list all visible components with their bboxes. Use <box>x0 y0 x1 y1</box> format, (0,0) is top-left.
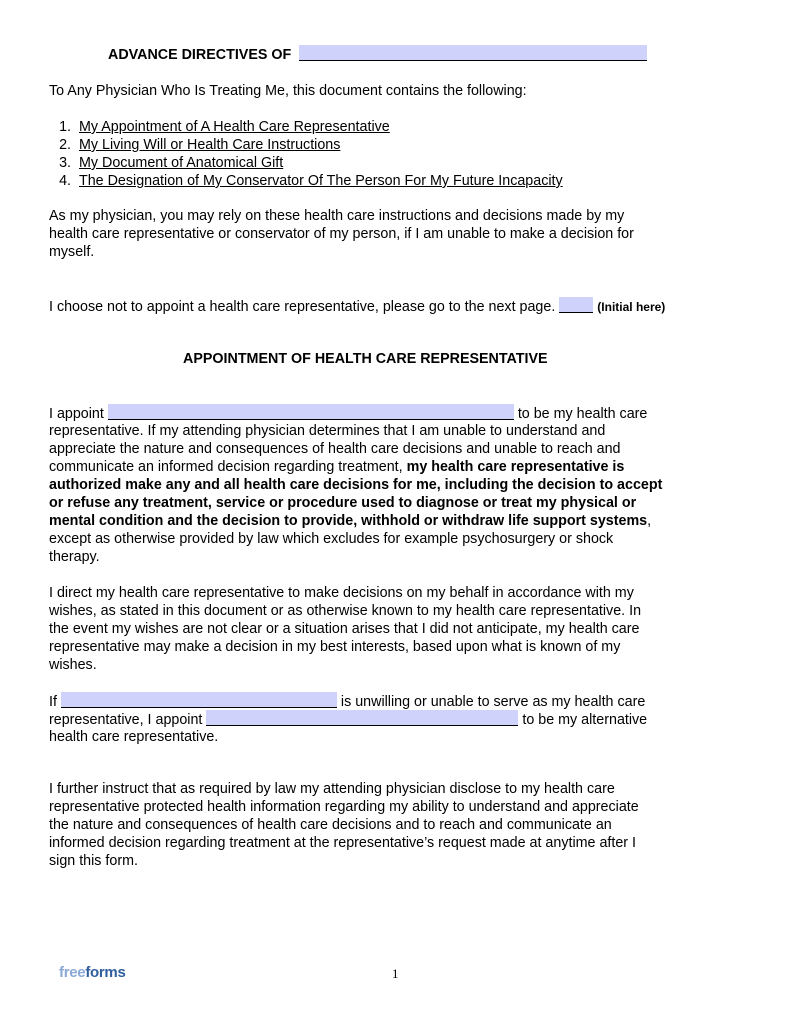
appointment-line: representative. If my attending physician determines that I am unable to understand and <box>49 423 606 439</box>
direct-line: wishes. <box>49 657 97 673</box>
contents-link[interactable]: My Living Will or Health Care Instructions <box>79 137 341 153</box>
representative-name-field[interactable] <box>108 404 514 420</box>
disclosure-line: informed decision regarding treatment at the representative’s request made at anytime after I <box>49 835 637 851</box>
contents-number: 3. <box>59 155 71 171</box>
appointment-text: , <box>647 513 652 529</box>
appointment-line <box>49 512 651 530</box>
contents-item <box>49 136 340 154</box>
opt-out-initial-field[interactable] <box>559 297 593 313</box>
alternate-line: health care representative. <box>49 729 219 745</box>
logo-forms-text: forms <box>85 964 126 981</box>
appointment-bold-line: or refuse any treatment, service or procedure used to diagnose or treat my physical or <box>49 495 637 511</box>
reliance-line: health care representative or conservator of my person, if I am unable to make a decision for <box>49 226 634 242</box>
contents-link[interactable]: The Designation of My Conservator Of The Person For My Future Incapacity <box>79 173 563 189</box>
freeforms-logo <box>59 964 126 981</box>
contents-number: 1. <box>59 119 71 135</box>
appointment-bold-text: mental condition and the decision to provide, withhold or withdraw life support systems <box>49 513 648 529</box>
appointment-bold-text: my health care representative is <box>406 459 625 475</box>
direct-line: wishes, as stated in this document or as otherwise known to my health care representative. In <box>49 603 642 619</box>
logo-free-text: free <box>59 964 86 981</box>
initial-here-label: (Initial here) <box>597 300 666 314</box>
disclosure-line: sign this form. <box>49 853 138 869</box>
section-title: APPOINTMENT OF HEALTH CARE REPRESENTATIVE <box>183 351 548 367</box>
disclosure-line: the nature and consequences of health care decisions and to reach and communicate an <box>49 817 612 833</box>
alternate-line <box>49 692 645 711</box>
principal-name-field[interactable] <box>299 45 647 61</box>
reliance-line: As my physician, you may rely on these health care instructions and decisions made by my <box>49 208 625 224</box>
appointment-bold-line: authorized make any and all health care decisions for me, including the decision to accept <box>49 477 663 493</box>
appointment-line <box>49 404 647 423</box>
alternate-rep-name-field[interactable] <box>206 710 518 726</box>
alternate-text: representative, I appoint <box>49 712 203 728</box>
contents-number: 2. <box>59 137 71 153</box>
alternate-text: If <box>49 694 57 710</box>
appointment-text: communicate an informed decision regarding treatment, <box>49 459 407 475</box>
alternate-text: to be my alternative <box>522 712 648 728</box>
alternate-line <box>49 710 647 729</box>
contents-link[interactable]: My Appointment of A Health Care Representative <box>79 119 390 135</box>
disclosure-line: representative protected health information regarding my ability to understand and appreciate <box>49 799 639 815</box>
opt-out-text: I choose not to appoint a health care representative, please go to the next page. <box>49 299 556 315</box>
page-number: 1 <box>392 966 399 981</box>
contents-item <box>49 154 283 172</box>
appointment-line <box>49 458 624 476</box>
reliance-line: myself. <box>49 244 95 260</box>
appointment-text: I appoint <box>49 406 104 422</box>
contents-item <box>49 118 390 136</box>
contents-link[interactable]: My Document of Anatomical Gift <box>79 155 284 171</box>
contents-number: 4. <box>59 173 71 189</box>
primary-rep-name-field[interactable] <box>61 692 337 708</box>
contents-item <box>49 172 563 190</box>
direct-line: representative may make a decision in my best interests, based upon what is known of my <box>49 639 621 655</box>
title-text: ADVANCE DIRECTIVES OF <box>108 47 292 63</box>
opt-out-line <box>49 297 665 316</box>
appointment-line: therapy. <box>49 549 100 565</box>
appointment-text: to be my health care <box>517 406 648 422</box>
alternate-text: is unwilling or unable to serve as my health care <box>340 694 646 710</box>
appointment-line: appreciate the nature and consequences of health care decisions and unable to reach and <box>49 441 621 457</box>
document-title <box>108 45 647 63</box>
direct-line: I direct my health care representative to make decisions on my behalf in accordance with my <box>49 585 634 601</box>
direct-line: the event my wishes are not clear or a situation arises that I did not anticipate, my health care <box>49 621 640 637</box>
intro-text: To Any Physician Who Is Treating Me, this document contains the following: <box>49 83 527 99</box>
disclosure-line: I further instruct that as required by law my attending physician disclose to my health care <box>49 781 615 797</box>
appointment-line: except as otherwise provided by law which excludes for example psychosurgery or shock <box>49 531 614 547</box>
